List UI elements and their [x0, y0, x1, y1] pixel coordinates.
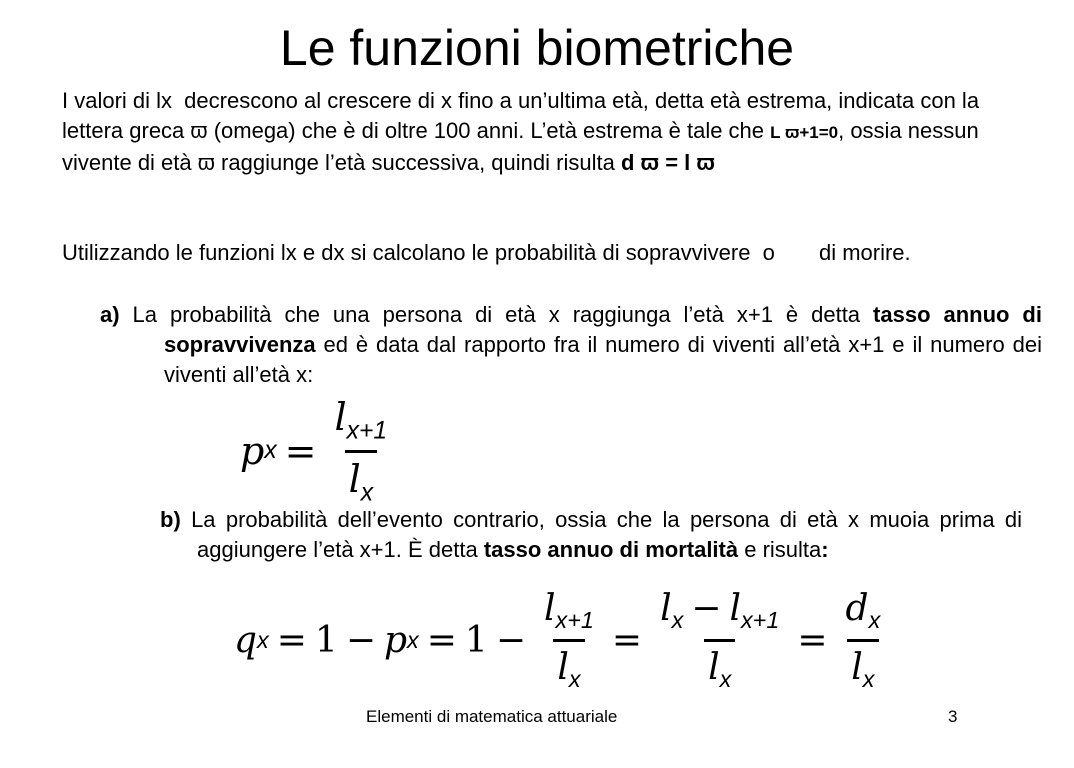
formula-var: l — [660, 588, 672, 630]
formula-num: 1 — [464, 619, 488, 661]
text-segment: I valori di lx — [62, 88, 173, 113]
formula-sub: x+1 — [555, 607, 594, 634]
text-segment: ed è data dal rapporto fra il numero di viventi all’età x+1 e il numero dei viventi all’età x: — [164, 332, 1042, 387]
formula-op: = — [426, 619, 457, 661]
item-a — [100, 300, 1042, 390]
text-segment: e risulta — [744, 537, 822, 562]
text-segment: La probabilità che una persona di età x raggiunga l’età x+1 è detta — [132, 302, 861, 327]
formula-op: − — [345, 619, 376, 661]
formula-sub: x+1 — [740, 607, 780, 634]
footer-text: Elementi di matematica attuariale — [366, 707, 618, 726]
fraction-denominator — [345, 450, 378, 508]
formula-sub: x — [264, 437, 277, 464]
formula-fraction — [540, 587, 598, 692]
formula-var: q — [234, 619, 258, 661]
formula-sub: x — [407, 626, 419, 653]
text-segment: , ossia nessun vivente di età ϖ raggiunge l’età successiva, quindi risulta — [62, 118, 979, 175]
formula-sub: x — [862, 665, 875, 692]
slide-title: Le funzioni biometriche — [279, 20, 795, 76]
formula-op: = — [797, 619, 828, 661]
formula-mortality — [234, 588, 890, 692]
text-segment: di morire. — [818, 240, 911, 265]
paragraph-functions — [62, 238, 1020, 268]
omega-result: d ϖ = l ϖ — [620, 150, 715, 175]
formula-var: p — [240, 429, 265, 473]
item-a-label: a) — [100, 302, 120, 327]
formula-sub: x — [257, 626, 269, 653]
formula-op: = — [284, 429, 317, 473]
formula-var: l — [729, 588, 741, 630]
formula-var: l — [557, 646, 569, 688]
formula-sub: x — [568, 665, 581, 692]
colon: : — [821, 537, 829, 562]
fraction-denominator — [704, 639, 735, 693]
formula-fraction — [656, 587, 783, 692]
formula-var: l — [348, 456, 361, 501]
fraction-numerator — [842, 587, 885, 638]
fraction-numerator — [540, 587, 598, 638]
fraction-numerator — [331, 395, 392, 450]
item-b-label: b) — [160, 507, 181, 532]
formula-var: p — [384, 619, 408, 661]
page-number: 3 — [948, 707, 958, 726]
formula-var: l — [544, 588, 556, 630]
formula-var: d — [845, 588, 869, 630]
formula-sub: x — [868, 607, 881, 634]
formula-fraction — [331, 395, 392, 507]
formula-op: = — [276, 619, 307, 661]
survival-rate-term: tasso annuo di sopravvivenza — [164, 302, 1042, 357]
formula-num: 1 — [314, 619, 338, 661]
formula-op: − — [691, 588, 722, 630]
formula-op: = — [611, 619, 643, 661]
text-segment: decrescono al crescere di x fino a un’ultima età, detta età estrema, indicata con la lettera greca ϖ (omega) che è di oltre 100 anni. L’età estrema è tale che — [62, 88, 980, 143]
formula-survival — [240, 394, 397, 507]
formula-sub: x — [360, 479, 374, 507]
text-segment: La probabilità dell’evento contrario, ossia che la persona di età x muoia prima di aggiungere l’età x+1. È detta — [191, 507, 1022, 562]
paragraph-omega — [62, 86, 982, 178]
formula-sub: x — [719, 665, 732, 692]
formula-sub: x — [671, 607, 684, 634]
formula-sub: x+1 — [346, 417, 388, 445]
formula-fraction — [842, 587, 885, 692]
omega-condition: L ϖ+1=0 — [770, 123, 839, 142]
mortality-rate-term: tasso annuo di mortalità — [483, 537, 739, 562]
fraction-numerator — [656, 587, 783, 638]
item-b — [160, 505, 1022, 565]
text-segment: Utilizzando le funzioni lx e dx si calcolano le probabilità di sopravvivere — [62, 240, 751, 265]
formula-var: l — [851, 646, 863, 688]
formula-op: − — [495, 619, 526, 661]
text-segment: o — [762, 240, 775, 265]
fraction-denominator — [553, 639, 584, 693]
fraction-denominator — [847, 639, 878, 693]
formula-var: l — [334, 394, 347, 439]
formula-var: l — [708, 646, 720, 688]
